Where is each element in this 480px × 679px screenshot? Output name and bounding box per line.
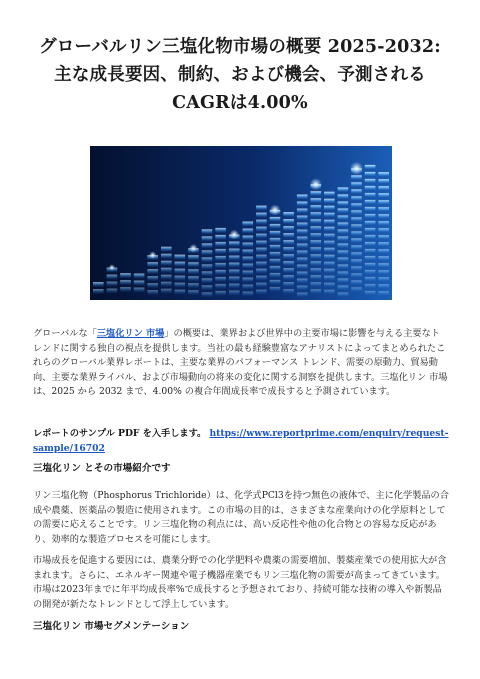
hero-bar-segment bbox=[243, 236, 254, 241]
hero-bar-segment bbox=[161, 261, 172, 266]
hero-bar-segment bbox=[243, 264, 254, 269]
hero-bar-segment bbox=[215, 256, 226, 261]
hero-bar-segment bbox=[338, 208, 349, 213]
hero-bar-segment bbox=[351, 231, 362, 236]
hero-bar-segment bbox=[215, 242, 226, 247]
hero-bar-segment bbox=[202, 250, 213, 255]
hero-bar-segment bbox=[378, 172, 389, 177]
hero-bar-segment bbox=[256, 234, 267, 239]
hero-bar-segment bbox=[338, 271, 349, 276]
hero-image bbox=[90, 146, 392, 300]
hero-bar-segment bbox=[297, 237, 308, 242]
hero-bar-segment bbox=[351, 287, 362, 292]
hero-bar-segment bbox=[365, 270, 376, 275]
hero-bar-segment bbox=[93, 282, 104, 287]
hero-bar-segment bbox=[147, 290, 158, 295]
hero-bar-segment bbox=[202, 264, 213, 269]
hero-bar-segment bbox=[297, 258, 308, 263]
hero-bar-segment bbox=[215, 277, 226, 282]
hero-bar-segment bbox=[324, 227, 335, 232]
hero-bar-segment bbox=[365, 228, 376, 233]
hero-bar-segment bbox=[229, 291, 240, 296]
hero-bar-segment bbox=[338, 243, 349, 248]
market-intro-paragraph-2: 市場成長を促進する要因には、農業分野での化学肥料や農薬の需要増加、製薬産業での使用拡大が含まれます。さらに、エネルギー関連や電子機器産業でもリン三塩化物の需要が高まってきています。市場は2023年までに年平均成長率%で成長すると予想されており、持続可能な技術の導入や新製品の開発が新たなトレンドとして浮上しています。 bbox=[33, 555, 447, 610]
hero-bar-segment bbox=[351, 224, 362, 229]
market-keyword-link[interactable]: 三塩化リン 市場 bbox=[96, 328, 165, 339]
hero-bar-segment bbox=[311, 268, 322, 273]
sample-label: レポートのサンプル PDF を入手します。 bbox=[33, 428, 207, 439]
hero-bar-segment bbox=[338, 229, 349, 234]
hero-bar-segment bbox=[270, 252, 281, 257]
hero-bar-segment bbox=[243, 292, 254, 297]
hero-bar-segment bbox=[311, 247, 322, 252]
hero-bar-segment bbox=[243, 257, 254, 262]
hero-bar-segment bbox=[311, 289, 322, 294]
hero-glow-dot bbox=[310, 178, 322, 190]
hero-bar-segment bbox=[351, 182, 362, 187]
hero-bar-segment bbox=[365, 277, 376, 282]
hero-bar-segment bbox=[378, 249, 389, 254]
title-line-3: CAGRは4.00% bbox=[172, 93, 308, 113]
page-title bbox=[30, 33, 450, 117]
hero-bar-segment bbox=[93, 289, 104, 294]
sample-request-link[interactable]: https://www.reportprime.com/enquiry/request-sample/16702 bbox=[33, 428, 449, 454]
hero-bar-segment bbox=[378, 277, 389, 282]
hero-bar-segment bbox=[365, 186, 376, 191]
hero-bar-segment bbox=[351, 210, 362, 215]
hero-bar-segment bbox=[229, 263, 240, 268]
hero-bar-segment bbox=[351, 238, 362, 243]
hero-bar-segment bbox=[256, 283, 267, 288]
hero-bar-segment bbox=[311, 282, 322, 287]
hero-bar-segment bbox=[202, 243, 213, 248]
hero-bar-segment bbox=[270, 266, 281, 271]
hero-bar-segment bbox=[351, 217, 362, 222]
hero-bar-segment bbox=[283, 240, 294, 245]
hero-bar-segment bbox=[256, 276, 267, 281]
hero-bar-segment bbox=[324, 206, 335, 211]
hero-bar-segment bbox=[365, 172, 376, 177]
hero-bar-segment bbox=[270, 259, 281, 264]
hero-bar-segment bbox=[351, 245, 362, 250]
hero-bar-segment bbox=[283, 275, 294, 280]
hero-bar-segment bbox=[107, 275, 118, 280]
hero-bar-segment bbox=[338, 278, 349, 283]
hero-bar-segment bbox=[324, 220, 335, 225]
hero-bar-segment bbox=[351, 273, 362, 278]
hero-bar-segment bbox=[283, 282, 294, 287]
hero-bar-segment bbox=[107, 282, 118, 287]
section-heading-intro: 三塩化リン とその市場紹介です bbox=[33, 463, 171, 474]
hero-bar-segment bbox=[365, 214, 376, 219]
hero-bar-segment bbox=[311, 226, 322, 231]
hero-bar-segment bbox=[297, 251, 308, 256]
hero-bar-segment bbox=[147, 269, 158, 274]
hero-bar-segment bbox=[256, 241, 267, 246]
hero-bar-segment bbox=[270, 217, 281, 222]
hero-bar-segment bbox=[365, 207, 376, 212]
hero-bar-segment bbox=[365, 165, 376, 170]
hero-bar-segment bbox=[202, 257, 213, 262]
hero-bar-segment bbox=[324, 248, 335, 253]
hero-bar-segment bbox=[256, 269, 267, 274]
hero-bar-segment bbox=[324, 234, 335, 239]
hero-bar-segment bbox=[215, 284, 226, 289]
hero-bar-segment bbox=[202, 229, 213, 234]
hero-bar-segment bbox=[378, 193, 389, 198]
hero-bar-segment bbox=[283, 254, 294, 259]
hero-bar-segment bbox=[283, 226, 294, 231]
hero-bar-segment bbox=[324, 262, 335, 267]
hero-bar-segment bbox=[378, 200, 389, 205]
hero-bar-segment bbox=[297, 223, 308, 228]
hero-bar-segment bbox=[202, 285, 213, 290]
hero-bar-segment bbox=[161, 268, 172, 273]
hero-bar-segment bbox=[215, 228, 226, 233]
hero-bar-segment bbox=[324, 241, 335, 246]
hero-bar-segment bbox=[338, 250, 349, 255]
hero-bar-segment bbox=[120, 273, 131, 278]
title-line-2: 主な成長要因、制約、および機会、予測される bbox=[54, 65, 426, 85]
hero-bar-segment bbox=[324, 283, 335, 288]
hero-bar-segment bbox=[283, 233, 294, 238]
hero-bar-segment bbox=[378, 179, 389, 184]
hero-bar-segment bbox=[365, 256, 376, 261]
hero-bar-segment bbox=[365, 221, 376, 226]
hero-bar-segment bbox=[311, 233, 322, 238]
hero-bar-segment bbox=[378, 228, 389, 233]
hero-bar-segment bbox=[147, 262, 158, 267]
hero-bar-segment bbox=[324, 192, 335, 197]
hero-bar-segment bbox=[351, 196, 362, 201]
title-line-1: グローバルリン三塩化物市場の概要 2025-2032: bbox=[39, 37, 441, 57]
hero-glow-dot bbox=[189, 244, 198, 253]
hero-bar-segment bbox=[324, 269, 335, 274]
hero-bar-segment bbox=[270, 280, 281, 285]
hero-bar-segment bbox=[256, 220, 267, 225]
hero-bar-segment bbox=[351, 280, 362, 285]
hero-bar-segment bbox=[297, 209, 308, 214]
hero-bar-segment bbox=[365, 263, 376, 268]
hero-bar-segment bbox=[215, 263, 226, 268]
hero-bar-segment bbox=[256, 262, 267, 267]
hero-bar-segment bbox=[256, 255, 267, 260]
hero-bar-segment bbox=[256, 248, 267, 253]
hero-bar-segment bbox=[147, 283, 158, 288]
hero-bar-segment bbox=[297, 202, 308, 207]
hero-bar-segment bbox=[338, 264, 349, 269]
hero-bar-segment bbox=[297, 195, 308, 200]
hero-bar-segment bbox=[283, 219, 294, 224]
hero-bar-segment bbox=[243, 243, 254, 248]
hero-bar-segment bbox=[243, 229, 254, 234]
sample-request-line bbox=[33, 427, 449, 456]
hero-bar-segment bbox=[378, 214, 389, 219]
hero-bar-segment bbox=[188, 283, 199, 288]
hero-bar-segment bbox=[365, 235, 376, 240]
hero-bar-segment bbox=[107, 289, 118, 294]
hero-bar-segment bbox=[229, 277, 240, 282]
hero-bar-segment bbox=[175, 290, 186, 295]
hero-glow-dot bbox=[229, 230, 239, 240]
hero-bar-segment bbox=[270, 273, 281, 278]
section-heading-segmentation: 三塩化リン 市場セグメンテーション bbox=[33, 621, 190, 632]
hero-bar-segment bbox=[351, 266, 362, 271]
hero-bar-segment bbox=[378, 235, 389, 240]
hero-bar-segment bbox=[378, 284, 389, 289]
hero-bar-segment bbox=[175, 283, 186, 288]
hero-bar-segment bbox=[283, 212, 294, 217]
hero-bar-segment bbox=[378, 186, 389, 191]
hero-bar-segment bbox=[229, 256, 240, 261]
hero-bar-segment bbox=[324, 199, 335, 204]
hero-bar-segment bbox=[378, 221, 389, 226]
hero-glow-dot bbox=[109, 264, 115, 270]
hero-bar-segment bbox=[311, 275, 322, 280]
hero-bar-segment bbox=[215, 235, 226, 240]
hero-bar-segment bbox=[297, 286, 308, 291]
hero-bar-segment bbox=[175, 262, 186, 267]
hero-bar-segment bbox=[215, 270, 226, 275]
hero-bar-segment bbox=[270, 231, 281, 236]
hero-bar-segment bbox=[270, 238, 281, 243]
hero-bar-segment bbox=[365, 193, 376, 198]
hero-bar-segment bbox=[283, 247, 294, 252]
hero-bar-segment bbox=[134, 281, 145, 286]
hero-bar-segment bbox=[243, 271, 254, 276]
hero-bar-segment bbox=[324, 255, 335, 260]
hero-bar-graphic bbox=[90, 146, 392, 300]
hero-bar-segment bbox=[256, 206, 267, 211]
hero-bar-segment bbox=[351, 259, 362, 264]
hero-bar-segment bbox=[147, 276, 158, 281]
hero-bar-segment bbox=[120, 280, 131, 285]
hero-bar-segment bbox=[297, 244, 308, 249]
hero-bar-segment bbox=[338, 236, 349, 241]
intro-pre: グローバルな「 bbox=[33, 328, 97, 339]
hero-bar-segment bbox=[175, 255, 186, 260]
hero-glow-dot bbox=[350, 162, 363, 175]
intro-post: 」の概要は、業界および世界中の主要市場に影響を与える主要なトレンドに関する独自の視点を提供します。当社の最も経験豊富なアナリストによってまとめられたこれらのグローバル業界レポートは、主要な業界のパフォーマンス トレンド、需要の原動力、貿易動向、主要な業界ライバル、および市場動向の将来の変化に関する洞察を提供します。三塩化リン 市場は、2025 から 2032 まで、4.00% の複合年間成長率で成長すると予測されています。 bbox=[33, 328, 448, 398]
hero-bar-segment bbox=[365, 200, 376, 205]
hero-bar-segment bbox=[297, 293, 308, 298]
hero-bar-segment bbox=[188, 269, 199, 274]
hero-bar-segment bbox=[297, 216, 308, 221]
hero-bar-segment bbox=[297, 279, 308, 284]
hero-bar-segment bbox=[297, 272, 308, 277]
hero-bar-segment bbox=[188, 276, 199, 281]
hero-bar-segment bbox=[270, 224, 281, 229]
hero-bar-segment bbox=[161, 247, 172, 252]
hero-bar-segment bbox=[243, 285, 254, 290]
hero-bar-segment bbox=[283, 289, 294, 294]
hero-bar-segment bbox=[311, 198, 322, 203]
hero-bar-segment bbox=[229, 270, 240, 275]
hero-bar-segment bbox=[161, 289, 172, 294]
hero-bar-segment bbox=[378, 263, 389, 268]
hero-bar-segment bbox=[188, 262, 199, 267]
hero-bar-segment bbox=[338, 201, 349, 206]
hero-bar-segment bbox=[338, 222, 349, 227]
hero-bar-segment bbox=[202, 292, 213, 297]
hero-bar-segment bbox=[311, 212, 322, 217]
hero-bar-segment bbox=[202, 278, 213, 283]
hero-bar-segment bbox=[351, 203, 362, 208]
hero-bar-segment bbox=[297, 265, 308, 270]
hero-bar-segment bbox=[188, 290, 199, 295]
hero-glow-dot bbox=[270, 204, 281, 215]
hero-bar-segment bbox=[202, 236, 213, 241]
hero-bar-segment bbox=[338, 257, 349, 262]
hero-bar-segment bbox=[365, 284, 376, 289]
hero-bar-segment bbox=[324, 213, 335, 218]
hero-bar-segment bbox=[311, 191, 322, 196]
hero-bar-segment bbox=[324, 276, 335, 281]
hero-bar-segment bbox=[311, 240, 322, 245]
hero-bar-segment bbox=[161, 282, 172, 287]
hero-bar-segment bbox=[215, 291, 226, 296]
market-intro-paragraph-1: リン三塩化物（Phosphorus Trichloride）は、化学式PCl3を持つ無色の液体で、主に化学製品の合成や農薬、医薬品の製造に使用されます。この市場の目的は、さまざまな産業向けの化学原料としての需要に応えることです。リン三塩化物の利点には、高い反応性や他の化合物との容易な反応があり、効率的な製造プロセスを可能にします。 bbox=[33, 490, 449, 545]
hero-bar-segment bbox=[256, 227, 267, 232]
hero-bar-segment bbox=[378, 207, 389, 212]
hero-bar-segment bbox=[175, 276, 186, 281]
hero-bar-segment bbox=[134, 288, 145, 293]
hero-bar-segment bbox=[283, 268, 294, 273]
hero-bar-segment bbox=[338, 187, 349, 192]
hero-bar-segment bbox=[311, 219, 322, 224]
hero-bar-segment bbox=[351, 189, 362, 194]
hero-bar-segment bbox=[175, 269, 186, 274]
hero-bar-segment bbox=[365, 291, 376, 296]
hero-bar-segment bbox=[229, 249, 240, 254]
hero-bar-segment bbox=[229, 284, 240, 289]
hero-bar-segment bbox=[270, 245, 281, 250]
hero-bar-segment bbox=[161, 254, 172, 259]
hero-bar-segment bbox=[202, 271, 213, 276]
hero-bar-segment bbox=[297, 230, 308, 235]
hero-bar-segment bbox=[311, 261, 322, 266]
hero-bar-segment bbox=[283, 261, 294, 266]
hero-bar-segment bbox=[256, 290, 267, 295]
hero-bar-segment bbox=[351, 252, 362, 257]
hero-bar-segment bbox=[311, 254, 322, 259]
hero-bar-segment bbox=[270, 287, 281, 292]
hero-bar-segment bbox=[188, 255, 199, 260]
hero-bar-segment bbox=[365, 242, 376, 247]
hero-bar-segment bbox=[378, 270, 389, 275]
hero-bar-segment bbox=[365, 179, 376, 184]
hero-bar-segment bbox=[378, 242, 389, 247]
hero-bar-segment bbox=[338, 285, 349, 290]
hero-bar-segment bbox=[311, 205, 322, 210]
hero-bar-segment bbox=[338, 292, 349, 297]
hero-bar-segment bbox=[365, 249, 376, 254]
hero-bar-segment bbox=[215, 249, 226, 254]
hero-bar-segment bbox=[229, 242, 240, 247]
hero-bar-segment bbox=[324, 290, 335, 295]
hero-bar-segment bbox=[161, 275, 172, 280]
hero-bar-segment bbox=[338, 194, 349, 199]
hero-bar-segment bbox=[243, 222, 254, 227]
hero-bar-segment bbox=[243, 250, 254, 255]
hero-bar-segment bbox=[351, 175, 362, 180]
hero-bar-segment bbox=[243, 278, 254, 283]
hero-bar-segment bbox=[120, 287, 131, 292]
hero-bar-segment bbox=[378, 256, 389, 261]
hero-bar-segment bbox=[378, 291, 389, 296]
hero-bar-segment bbox=[338, 215, 349, 220]
hero-bar-segment bbox=[134, 274, 145, 279]
hero-glow-dot bbox=[149, 251, 157, 259]
intro-paragraph bbox=[33, 327, 449, 400]
hero-bar-segment bbox=[256, 213, 267, 218]
